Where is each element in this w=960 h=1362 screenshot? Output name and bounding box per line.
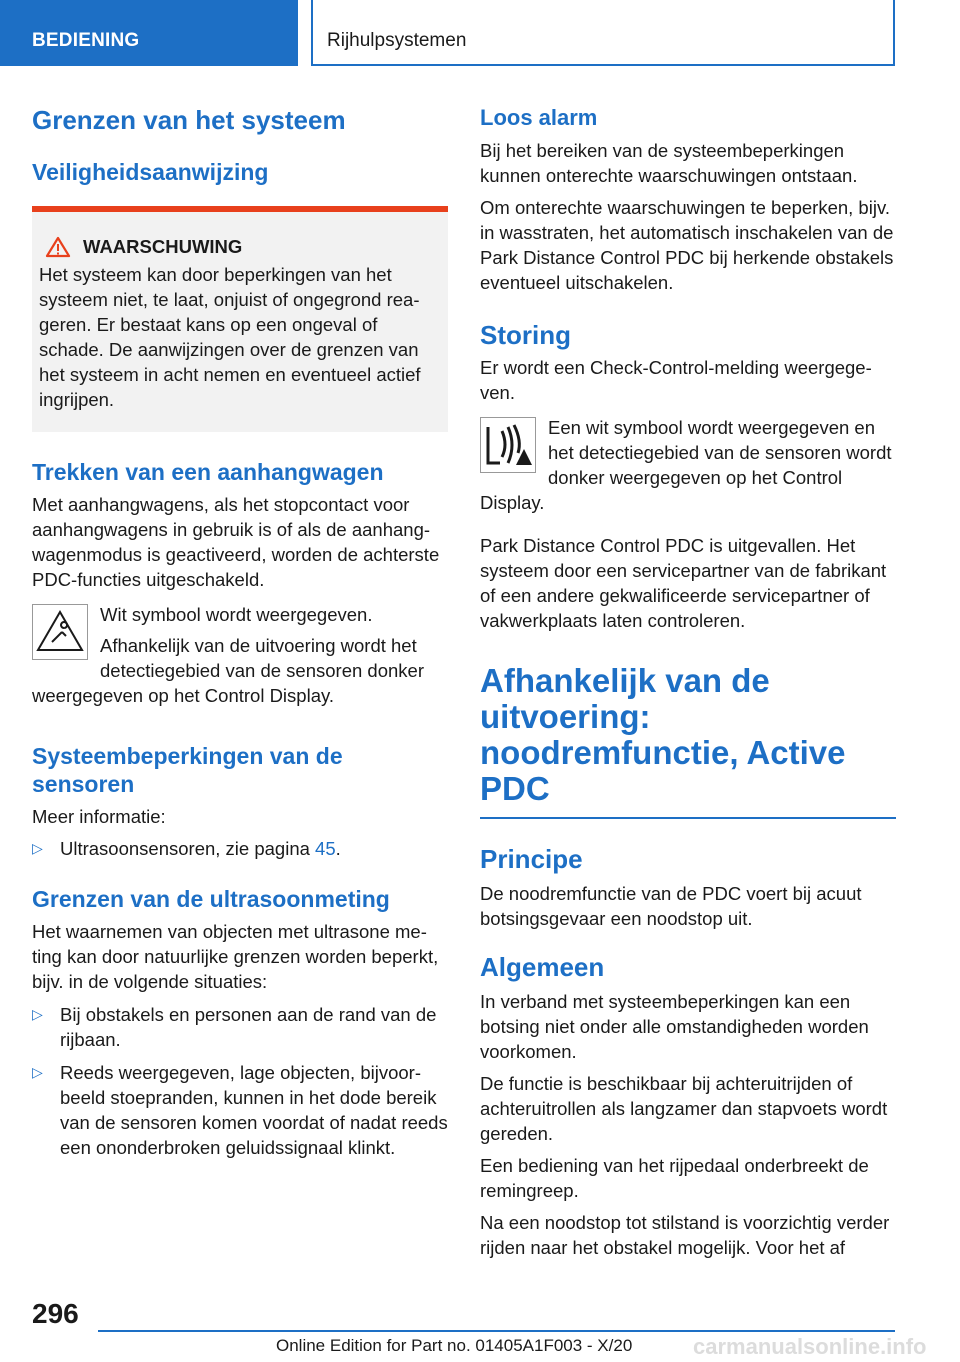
list-item — [32, 1060, 448, 1160]
paragraph-general-2: De functie is beschikbaar bij achteruitrijden of achteruitrollen als langzamer dan stapvoets wordt gereden. — [480, 1073, 888, 1144]
heading-safety: Veiligheidsaanwijzing — [32, 159, 269, 185]
heading-sensor-limits: Systeembeperkingen van de sensoren — [32, 743, 343, 797]
more-info-item-text: Ultrasoonsensoren, zie pagina — [60, 838, 316, 859]
paragraph-trailer: Met aanhangwagens, als het stopcontact voor aanhangwagens in gebruik is of als de aanhangwagenmodus is geactiveerd, worden de achterste PDC-functies uitgeschakeld. — [32, 494, 440, 590]
page-header — [0, 0, 960, 66]
paragraph-general-4: Na een noodstop tot stilstand is voorzichtig verder rijden naar het obstakel mogelijk. Voor het af — [480, 1212, 890, 1258]
page-link-45[interactable]: 45 — [315, 838, 336, 859]
edition-text: Online Edition for Part no. 01405A1F003 - X/20 — [276, 1336, 633, 1355]
heading-system-limits: Grenzen van het systeem — [32, 105, 346, 135]
footer-divider — [98, 1330, 895, 1332]
heading-trailer: Trekken van een aanhangwagen — [32, 459, 384, 485]
watermark: carmanualsonline.info — [693, 1334, 927, 1359]
list-item-text: Reeds weergegeven, lage objecten, bijvoorbeeld stoepranden, kunnen in het dode bereik van de sensoren komen voordat of nadat reeds een ononderbroken geluidssignaal klinkt. — [60, 1062, 448, 1158]
warning-triangle-icon — [45, 236, 71, 258]
warning-label: WAARSCHUWING — [83, 236, 243, 257]
heading-general: Algemeen — [480, 952, 605, 982]
paragraph-general-1: In verband met systeembeperkingen kan een botsing niet onder alle omstandigheden worden voorkomen. — [480, 991, 869, 1062]
section-divider — [480, 817, 896, 819]
heading-fault: Storing — [480, 320, 571, 350]
trailer-icon-text-1: Wit symbool wordt weergegeven. — [100, 604, 373, 625]
trailer-icon-text-2: Afhankelijk van de uitvoering wordt het detectiegebied van de sensoren donker weergegeven op het Control Display. — [32, 635, 424, 706]
pdc-trailer-symbol-icon — [32, 604, 88, 665]
paragraph-principle: De noodremfunctie van de PDC voert bij acuut botsingsgevaar een noodstop uit. — [480, 883, 862, 929]
heading-principle: Principe — [480, 844, 583, 874]
list-item — [32, 836, 448, 861]
paragraph-fault-2: Park Distance Control PDC is uitgevallen. Het systeem door een servicepartner van de fabrikant of een andere gekwalificeerde servicepartner of vakwerkplaats laten controleren. — [480, 535, 887, 631]
fault-icon-note — [480, 415, 896, 515]
bullet-icon: ▷ — [32, 840, 43, 856]
page-number: 296 — [32, 1298, 79, 1329]
paragraph-false-alarm-2: Om onterechte waarschuwingen te beperken, bijv. in wasstraten, het automatisch inschakelen van de Park Distance Control PDC bij herkende obstakels eventueel uitschakelen. — [480, 197, 894, 293]
heading-ultrasound: Grenzen van de ultrasoonmeting — [32, 886, 390, 912]
heading-false-alarm: Loos alarm — [480, 105, 598, 130]
trailer-icon-note — [32, 602, 448, 708]
right-column — [480, 98, 896, 1260]
paragraph-fault: Er wordt een Check-Control-melding weergegeven. — [480, 357, 872, 403]
fault-icon-text: Een wit symbool wordt weergegeven en het detectiegebied van de sensoren wordt donker weergegeven op het Control Display. — [480, 417, 892, 513]
bullet-icon: ▷ — [32, 1064, 43, 1080]
list-item-text: Bij obstakels en personen aan de rand van de rijbaan. — [60, 1004, 437, 1050]
paragraph-general-3: Een bediening van het rijpedaal onderbreekt de remingreep. — [480, 1155, 869, 1201]
paragraph-false-alarm-1: Bij het bereiken van de systeembeperkingen kunnen onterechte waarschuwingen ontstaan. — [480, 140, 858, 186]
warning-header — [39, 234, 440, 259]
list-item — [32, 1002, 448, 1052]
pdc-fault-symbol-icon — [480, 417, 536, 478]
chapter-title: Rijhulpsystemen — [311, 0, 895, 66]
bullet-icon: ▷ — [32, 1006, 43, 1022]
paragraph-more-info: Meer informatie: — [32, 806, 166, 827]
paragraph-ultrasound: Het waarnemen van objecten met ultrasone meting kan door natuurlijke grenzen worden beperkt, bijv. in de volgende situaties: — [32, 921, 439, 992]
more-info-item-end: . — [335, 838, 341, 859]
warning-box — [32, 206, 448, 432]
heading-emergency-brake: Afhankelijk van de uitvoering: noodremfunctie, Active PDC — [480, 662, 846, 807]
left-column — [32, 98, 448, 1160]
section-label: BEDIENING — [0, 0, 298, 66]
warning-text: Het systeem kan door beperkingen van het systeem niet, te laat, onjuist of ongegrond reageren. Er bestaat kans op een ongeval of schade. De aanwijzingen over de grenzen van het systeem in acht nemen en eventueel actief ingrijpen. — [39, 264, 421, 410]
